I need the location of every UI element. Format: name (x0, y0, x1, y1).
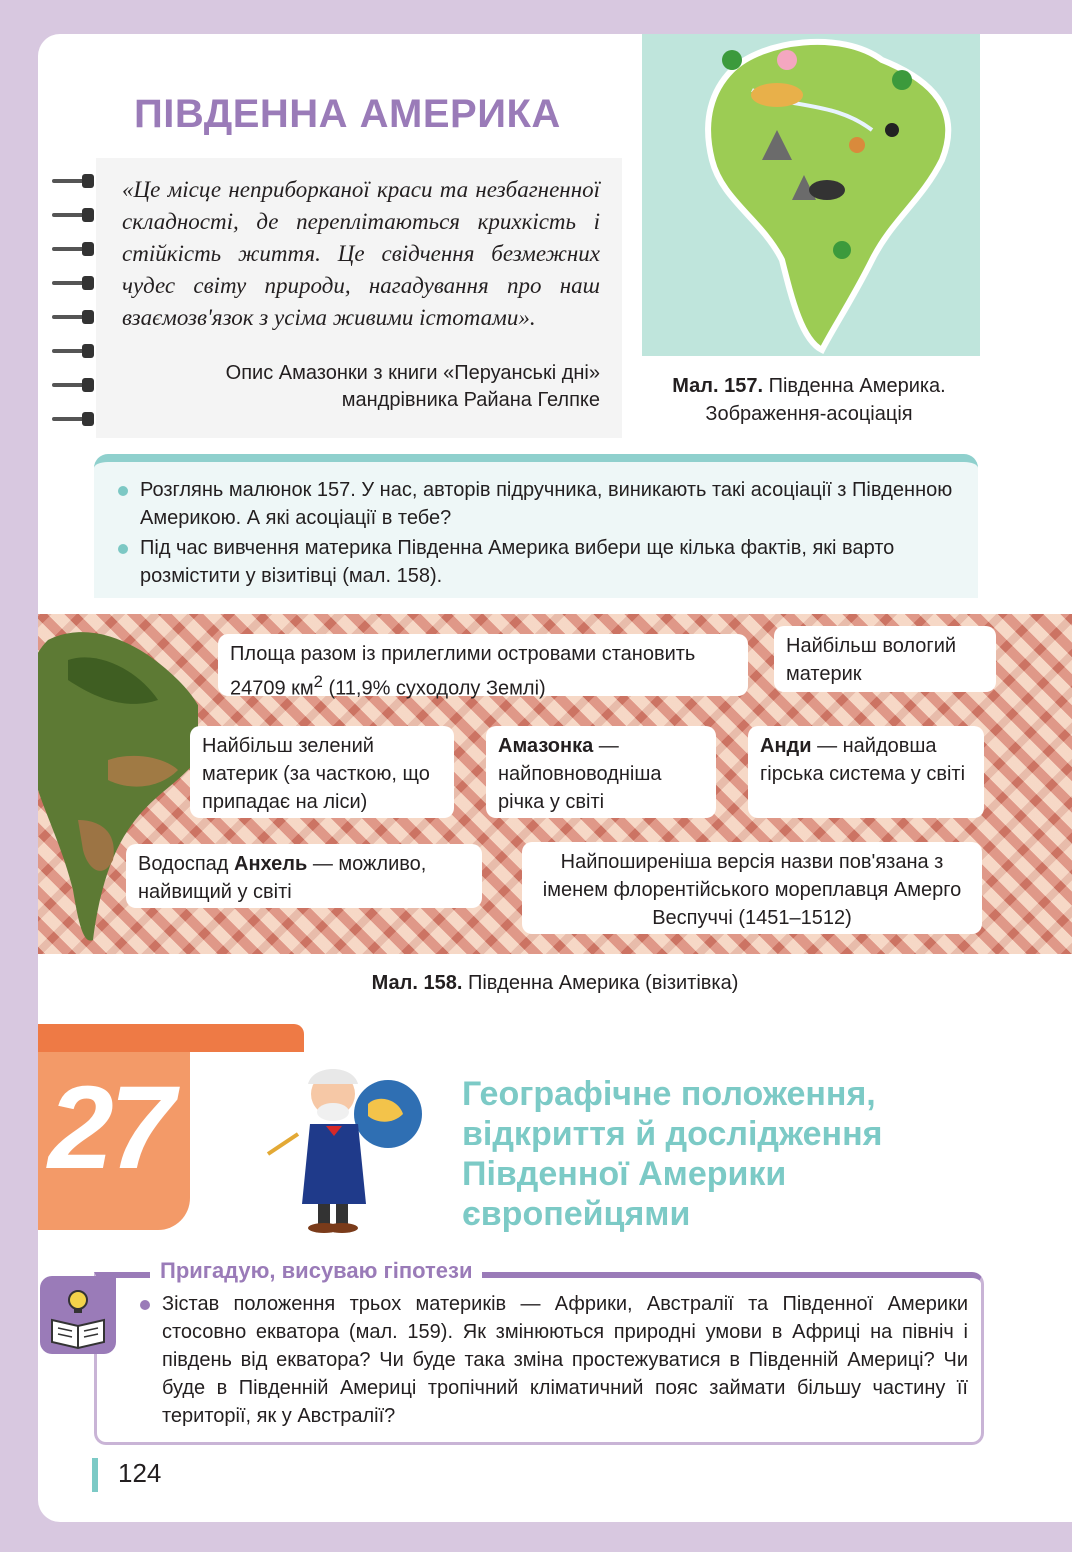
chapter-title-line1: Географічне положення, (462, 1075, 876, 1113)
professor-globe-illustration (238, 1054, 458, 1234)
fact-card-wettest (774, 626, 996, 692)
fact-angel-name: Анхель (234, 853, 308, 875)
notebook-ring-icon (52, 378, 96, 392)
south-america-association-map (642, 34, 980, 356)
chapter-title-line3: Південної Америки (462, 1155, 787, 1193)
fact-area-sup: 2 (313, 672, 323, 691)
notebook-ring-icon (52, 174, 96, 188)
notebook-ring-icon (52, 344, 96, 358)
page (38, 34, 1072, 1522)
notebook-ring-icon (52, 242, 96, 256)
fact-greenest-text: Найбільш зелений материк (за часткою, що припадає на ліси) (202, 735, 430, 813)
notebook-ring-icon (52, 276, 96, 290)
fact-andes-name: Анди (760, 735, 812, 757)
page-number: 124 (118, 1458, 162, 1488)
notebook-ring-icon (52, 310, 96, 324)
figure-157-caption-line2: Зображення-асоціація (705, 403, 913, 425)
notebook-ring-icon (52, 208, 96, 222)
fact-card-name-origin (522, 842, 982, 934)
task-item: Розглянь малюнок 157. У нас, авторів підручника, виникають такі асоціації з Південною Америкою. А які асоціації в тебе? (116, 476, 972, 532)
fact-card-amazon (486, 726, 716, 818)
figure-157-label: Мал. 157. (672, 375, 764, 397)
notebook-rings (52, 174, 102, 446)
task-list (116, 476, 972, 592)
figure-157-caption (638, 372, 980, 428)
fact-area-text: Площа разом із прилеглими островами становить 24709 км (230, 643, 696, 700)
chapter-title (462, 1074, 1022, 1234)
page-number-bar (92, 1458, 98, 1492)
fact-andes-rest: — найдовша гірська система у світі (760, 735, 966, 785)
page-title: ПІВДЕННА АМЕРИКА (134, 92, 561, 136)
quote-source (122, 360, 600, 414)
fact-wettest-text: Найбільш вологий материк (786, 635, 957, 685)
figure-158-caption (38, 972, 1072, 995)
quote-source-line1: Опис Амазонки з книги «Перуанські дні» (225, 362, 600, 384)
hypothesis-label: Пригадую, висуваю гіпотези (150, 1258, 482, 1284)
fact-card-angel (126, 844, 482, 908)
chapter-number: 27 (48, 1062, 172, 1194)
fact-card-greenest (190, 726, 454, 818)
figure-157-caption-line1: Південна Америка. (768, 375, 946, 397)
fact-card-andes (748, 726, 984, 818)
fact-name-origin-text: Найпоширеніша версія назви пов'язана з іменем флорентійського мореплавця Амерго Веспуччі (1451–1512) (542, 851, 962, 929)
figure-158-caption-text: Південна Америка (візитівка) (462, 972, 739, 994)
quote-text: «Це місце неприборканої краси та незбагненної складності, де переплітаються крихкість і стійкість життя. Це свідчення безмежних чудес світу природи, нагадування про наш взаємозв'язок з усіма живими істотами». (122, 177, 600, 330)
task-item: Під час вивчення материка Південна Америка вибери ще кілька фактів, які варто розмістити у візитівці (мал. 158). (116, 534, 972, 590)
fact-card-area (218, 634, 748, 700)
figure-158-label: Мал. 158. (371, 972, 463, 994)
quote-source-line2: мандрівника Райана Гелпке (341, 389, 600, 411)
book-lightbulb-icon (40, 1276, 116, 1354)
fact-amazon-name: Амазонка (498, 735, 594, 757)
hypothesis-text-block (138, 1290, 968, 1432)
fact-angel-rest: — можливо, найвищий у світі (138, 853, 427, 903)
fact-angel-pre: Водоспад (138, 853, 234, 875)
chapter-tab-top (38, 1024, 304, 1052)
chapter-title-line4: європейцями (462, 1195, 691, 1233)
notebook-ring-icon (52, 412, 96, 426)
fact-area-post: (11,9% суходолу Землі) (322, 677, 546, 700)
chapter-title-line2: відкриття й дослідження (462, 1115, 883, 1153)
fact-amazon-rest: — найповноводніша річка у світі (498, 735, 662, 813)
hypothesis-item: Зістав положення трьох материків — Африки, Австралії та Південної Америки стосовно екватора (мал. 159). Як змінюються природні умови в Африці на північ і південь від екватора? Чи буде така зміна простежуватися в Південній Америці? Чи буде в Південній Америці тропічний кліматичний пояс займати більшу частину її території, як у Австралії? (138, 1290, 968, 1430)
